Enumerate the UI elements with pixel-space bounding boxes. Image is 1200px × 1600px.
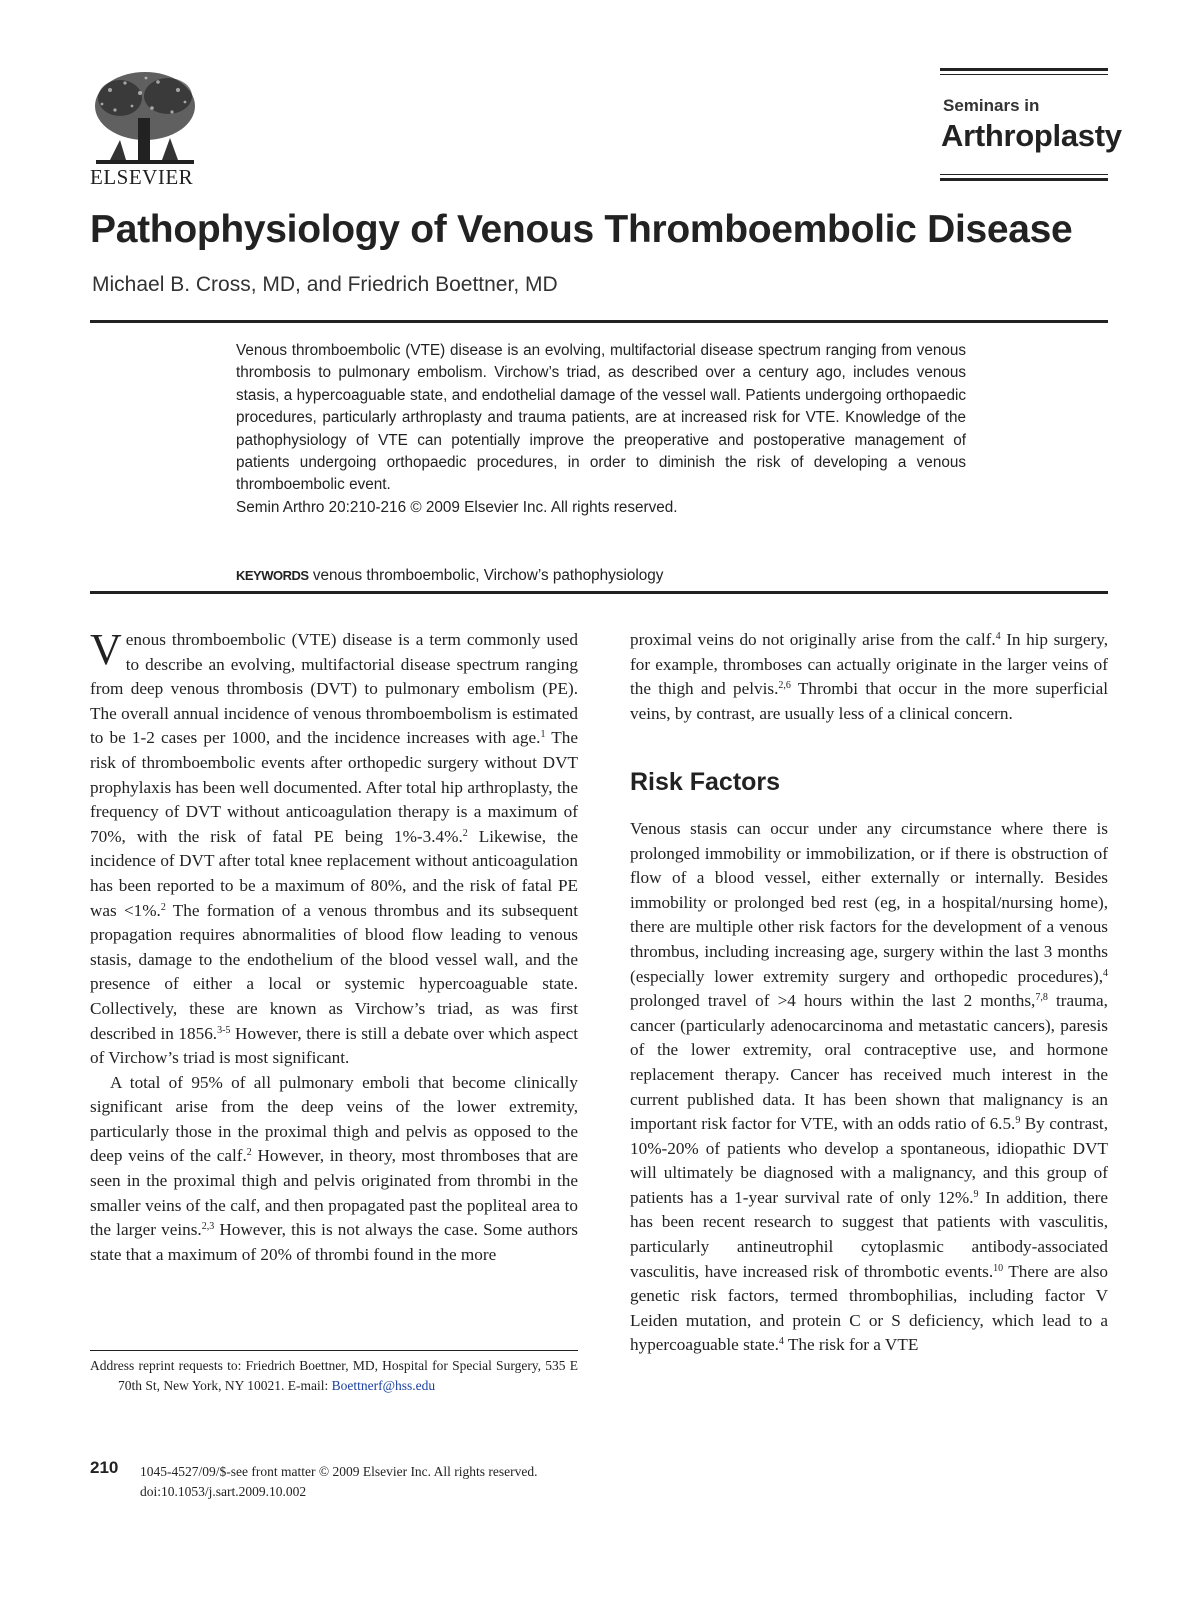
reference-link[interactable]: 1 xyxy=(540,729,546,741)
abstract-text: Venous thromboembolic (VTE) disease is an evolving, multifactorial disease spectrum ranging from venous thrombosis to pulmonary embolism. Virchow’s triad, as described over a century ago, includes venous stasis, a hypercoaguable state, and endothelial damage of the vessel wall. Patients undergoing orthopaedic procedures, particularly arthroplasty and trauma patients, are at increased risk for VTE. Knowledge of the pathophysiology of VTE can potentially improve the preoperative and postoperative management of patients undergoing orthopaedic procedures, in order to diminish the risk of developing a venous thromboembolic event. xyxy=(236,342,966,494)
reference-link[interactable]: 10 xyxy=(993,1262,1004,1274)
page-number: 210 xyxy=(90,1458,119,1477)
body-paragraph: proximal veins do not originally arise from the calf.$^4$ In hip surgery, for example, thromboses can actually originate in the larger veins of the thigh and pelvis.$^{2,6}$ Thrombi that occur in the more superficial veins, by contrast, are usually less of a clinical concern. xyxy=(630,630,1109,723)
drop-cap: V xyxy=(90,625,122,674)
abstract-citation: Semin Arthro 20:210-216 © 2009 Elsevier Inc. All rights reserved. xyxy=(236,498,678,516)
body-paragraph: Venous stasis can occur under any circumstance where there is prolonged immobility or immobilization, or if there is obstruction of flow of a blood vessel, either externally or internally. Besides immobility or prolonged bed rest (eg, in a hospital/nursing home), there are multiple other risk factors for the development of a venous thrombus, including increasing age, surgery within the last 3 months (especially lower extremity surgery and orthopedic procedures),$^4$ prolonged travel of >4 hours within the last 2 months,$^{7,8}$ trauma, cancer (particularly adenocarcinoma and metastatic cancers), paresis of the lower extremity, oral contraceptive use, and hormone replacement therapy. Cancer has received much interest in the current published data. It has been shown that malignancy is an important risk factor for VTE, with an odds ratio of 6.5.$^9$ By contrast, 10%-20% of patients who develop a spontaneous, idiopathic DVT will ultimately be diagnosed with a malignancy, and this group of patients has a 1-year survival rate of only 12%.$^9$ In addition, there has been recent research to suggest that patients with vasculitis, particularly antineutrophil cytoplasmic antibody-associated vasculitis, have increased risk of thrombotic events.$^{10}$ There are also genetic risk factors, termed thrombophilias, including factor V Leiden mutation, and protein C or S deficiency, which lead to a hypercoaguable state.$^4$ The risk for a VTE xyxy=(630,818,1108,1355)
reference-link[interactable]: 9 xyxy=(1015,1115,1021,1127)
front-matter xyxy=(140,1462,538,1502)
body-column-right xyxy=(630,628,1108,1358)
journal-rule-bottom-thin xyxy=(940,174,1108,175)
article-authors: Michael B. Cross, MD, and Friedrich Boettner, MD xyxy=(92,273,558,296)
journal-name: Arthroplasty xyxy=(941,118,1122,153)
footnote xyxy=(90,1356,578,1396)
reference-link[interactable]: 3-5 xyxy=(217,1024,231,1036)
abstract-rule xyxy=(90,591,1108,594)
section-heading: Risk Factors xyxy=(630,768,781,797)
abstract xyxy=(236,340,966,519)
keywords-list: venous thromboembolic, Virchow’s pathophysiology xyxy=(312,567,664,584)
reference-link[interactable]: 4 xyxy=(778,1336,784,1348)
reference-link[interactable]: 2 xyxy=(246,1147,252,1159)
keywords xyxy=(236,567,663,585)
body-column-left xyxy=(90,625,579,1267)
journal-rule-bottom xyxy=(940,178,1108,181)
doi-link[interactable]: doi:10.1053/j.sart.2009.10.002 xyxy=(140,1484,307,1499)
keywords-label: KEYWORDS xyxy=(236,568,309,583)
reference-link[interactable]: 7,8 xyxy=(1035,992,1048,1004)
reference-link[interactable]: 2,6 xyxy=(778,680,791,692)
journal-rule-top xyxy=(940,68,1108,71)
journal-rule-top-thin xyxy=(940,74,1108,75)
reference-link[interactable]: 2,3 xyxy=(201,1221,215,1233)
email-link[interactable]: Boettnerf@hss.edu xyxy=(331,1378,436,1393)
header-rule xyxy=(90,320,1108,323)
copyright-line: 1045-4527/09/$-see front matter © 2009 Elsevier Inc. All rights reserved. xyxy=(140,1464,538,1479)
footnote-rule xyxy=(90,1350,578,1351)
body-paragraph: A total of 95% of all pulmonary emboli that become clinically significant arise from the deep veins of the lower extremity, particularly those in the proximal thigh and pelvis as opposed to the deep veins of the calf.$^2$ However, in theory, most thromboses that are seen in the proximal thigh and pelvis originated from thrombi in the smaller veins of the calf, and then propagated past the popliteal area to the larger veins.$^{2,3}$ However, this is not always the case. Some authors state that a maximum of 20% of thrombi found in the more xyxy=(90,1072,578,1264)
reprint-address: Address reprint requests to: Friedrich Boettner, MD, Hospital for Special Surgery, 535 E 70th St, New York, NY 10021. E-mail: Boettnerf@hss.edu xyxy=(90,1358,578,1393)
journal-name-prefix: Seminars in xyxy=(943,96,1040,115)
reference-link[interactable]: 4 xyxy=(1103,967,1108,979)
reference-link[interactable]: 2 xyxy=(160,901,166,913)
reference-link[interactable]: 2 xyxy=(462,827,468,839)
article-title: Pathophysiology of Venous Thromboembolic Disease xyxy=(90,208,1073,251)
publisher-name: ELSEVIER xyxy=(90,165,194,189)
body-paragraph: Venous thromboembolic (VTE) disease is a term commonly used to describe an evolving, multifactorial disease spectrum ranging from deep venous thrombosis (DVT) to pulmonary embolism (PE). The overall annual incidence of venous thromboembolism is estimated to be 1-2 cases per 1000, and the incidence increases with age.$^1$ The risk of thromboembolic events after orthopedic surgery without DVT prophylaxis has been well documented. After total hip arthroplasty, the frequency of DVT without anticoagulation therapy is a maximum of 70%, with the risk of fatal PE being 1%-3.4%.$^2$ Likewise, the incidence of DVT after total knee replacement without anticoagulation has been reported to be a maximum of 80%, and the risk of fatal PE was <1%.$^2$ The formation of a venous thrombus and its subsequent propagation requires abnormalities of blood flow leading to venous stasis, damage to the endothelium of the blood vessel wall, and the presence of either a local or systemic hypercoaguable state. Collectively, these are known as Virchow’s triad, as was first described in 1856.$^{3-5}$ However, there is still a debate over which aspect of Virchow’s triad is most significant. xyxy=(90,625,579,1068)
reference-link[interactable]: 4 xyxy=(995,631,1001,642)
reference-link[interactable]: 9 xyxy=(973,1188,979,1200)
